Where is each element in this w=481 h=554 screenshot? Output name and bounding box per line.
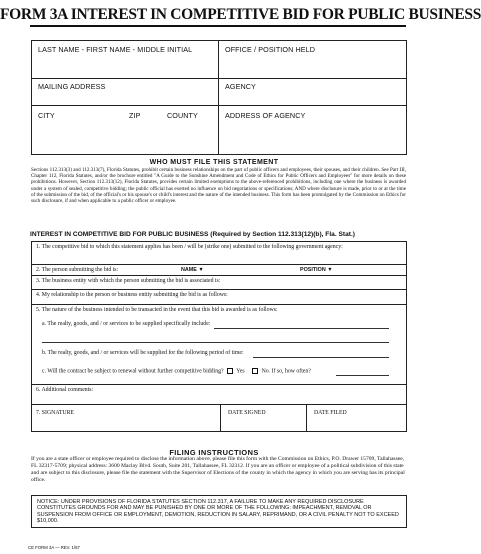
filing-instructions-text: If you are a state officer or employee required to disclose the information above, please file this form with the Commission on Ethics, P.O. Drawer 15709, Tallahassee, FL 32317-5709; physical address: 3600 Maclay Blvd. South, Suite 201, Tallahassee, FL 32312. If you are an officer or employee of a political subdivision of this state and are subject to this disclosure, please file the statement with the Supervisor of Elections of the county in which the agency in which you are serving has its principal office. (31, 456, 405, 483)
renewal-no-checkbox[interactable] (252, 368, 258, 374)
bidder-name-label: NAME ▼ (181, 267, 204, 273)
date-signed-label: DATE SIGNED (228, 410, 266, 416)
question-5a: a. The realty, goods, and / or services to be supplied specifically include: (42, 321, 211, 327)
question-6-divider (31, 404, 407, 405)
interest-section-heading: INTEREST IN COMPETITIVE BID FOR PUBLIC BUSINESS (Required by Section 112.313(12)(b), Fla. Stat.) (30, 231, 355, 238)
who-must-file-text: Sections 112.313(3) and 112.313(7), Florida Statutes, prohibit certain business relationships on the part of public officers and employees, their spouses, and their children. See Part III, Chapter 112, Florida Statutes, and/or the brochure entitled "A Guide to the Sunshine Amendment and Code of Ethics for Public Officers and Employees" for more details on these prohibitions. However, Section 112.313(12), Florida Statutes, provides certain limited exemptions to the above-referenced prohibitions, including one where the business is awarded under a system of sealed, competitive bidding; the public official has exerted no influence on bid negotiations or specifications; AND where disclosure is made, prior to or at the time of the submission of the bid, of the official's or his spouse's or child's interest and the nature of the intended business. This form has been promulgated by the Commission on Ethics for such disclosure, if and when applicable to a public officer or employee. (31, 167, 406, 205)
city-label: CITY (38, 111, 55, 120)
question-3-divider (31, 289, 407, 290)
office-position-field[interactable] (219, 55, 406, 77)
office-position-label: OFFICE / POSITION HELD (225, 45, 316, 54)
question-5b: b. The realty, goods, and / or services will be supplied for the following period of time: (42, 350, 244, 356)
question-5a-answer-line-2[interactable] (42, 342, 389, 343)
form-revision-code: CE FORM 3A — REV. 1/87 (28, 545, 80, 550)
question-3: 3. The business entity with which the person submitting the bid is associated is: (36, 278, 221, 284)
question-1-divider (31, 264, 407, 265)
signature-field[interactable] (32, 417, 219, 431)
last-name-label: LAST NAME - FIRST NAME - MIDDLE INITIAL (38, 45, 193, 54)
filing-instructions-heading: FILING INSTRUCTIONS (169, 448, 259, 457)
renewal-no-label: No. If so, how often? (261, 368, 311, 375)
question-2-answer[interactable] (150, 266, 406, 273)
agency-address-label: ADDRESS OF AGENCY (225, 111, 306, 120)
agency-field[interactable] (219, 92, 406, 104)
mailing-address-label: MAILING ADDRESS (38, 82, 106, 91)
zip-label: ZIP (129, 111, 141, 120)
question-5c-text: c. Will the contract be subject to renewal without further competitive bidding? (42, 368, 224, 375)
agency-label: AGENCY (225, 82, 256, 91)
question-6: 6. Additional comments: (36, 387, 94, 393)
question-1-answer[interactable] (32, 252, 406, 264)
question-5c (42, 368, 311, 374)
city-zip-county-field[interactable] (32, 122, 217, 154)
who-must-file-heading: WHO MUST FILE THIS STATEMENT (149, 159, 279, 166)
question-5a-answer-line-1[interactable] (214, 328, 389, 329)
last-name-field[interactable] (32, 55, 217, 77)
county-label: COUNTY (167, 111, 198, 120)
date-filed-label: DATE FILED (314, 410, 347, 416)
question-2: 2. The person submitting the bid is: (36, 267, 119, 273)
question-4-divider (31, 304, 407, 305)
signature-label: 7. SIGNATURE (36, 410, 75, 416)
question-4: 4. My relationship to the person or business entity submitting the bid is as follows: (36, 292, 228, 298)
question-5: 5. The nature of the business intended to be transacted in the event that this bid is awarded is as follows: (36, 307, 278, 313)
title-rule (30, 25, 406, 27)
date-filed-field[interactable] (307, 417, 406, 431)
agency-address-field[interactable] (219, 122, 406, 154)
header-divider-row-2 (31, 105, 407, 106)
question-5b-answer-line[interactable] (253, 357, 389, 358)
question-1: 1. The competitive bid to which this statement applies has been / will be (strike one) submitted to the following government agency: (36, 244, 343, 250)
question-2-divider (31, 275, 407, 276)
date-signed-field[interactable] (221, 417, 305, 431)
question-5-divider (31, 384, 407, 385)
additional-comments-field[interactable] (32, 394, 406, 403)
question-5c-answer-line[interactable] (336, 375, 389, 376)
mailing-address-field[interactable] (32, 92, 217, 104)
header-divider-row-1 (31, 78, 407, 79)
renewal-yes-label: Yes (236, 368, 245, 375)
question-4-answer[interactable] (32, 299, 406, 303)
question-3-answer[interactable] (32, 285, 406, 288)
penalty-notice: NOTICE: UNDER PROVISIONS OF FLORIDA STATUTES SECTION 112.317, A FAILURE TO MAKE ANY REQUIRED DISCLOSURE CONSTITUTES GROUNDS FOR AND MAY BE PUNISHED BY ONE OR MORE OF THE FOLLOWING: IMPEACHMENT, REMOVAL OR SUSPENSION FROM OFFICE OR EMPLOYMENT, DEMOTION, REDUCTION IN SALARY, REPRIMAND, OR A CIVIL PENALTY NOT TO EXCEED $10,000. (31, 495, 407, 528)
renewal-yes-checkbox[interactable] (227, 368, 233, 374)
page-title: FORM 3A INTEREST IN COMPETITIVE BID FOR PUBLIC BUSINESS (0, 6, 481, 23)
bidder-position-label: POSITION ▼ (300, 267, 333, 273)
